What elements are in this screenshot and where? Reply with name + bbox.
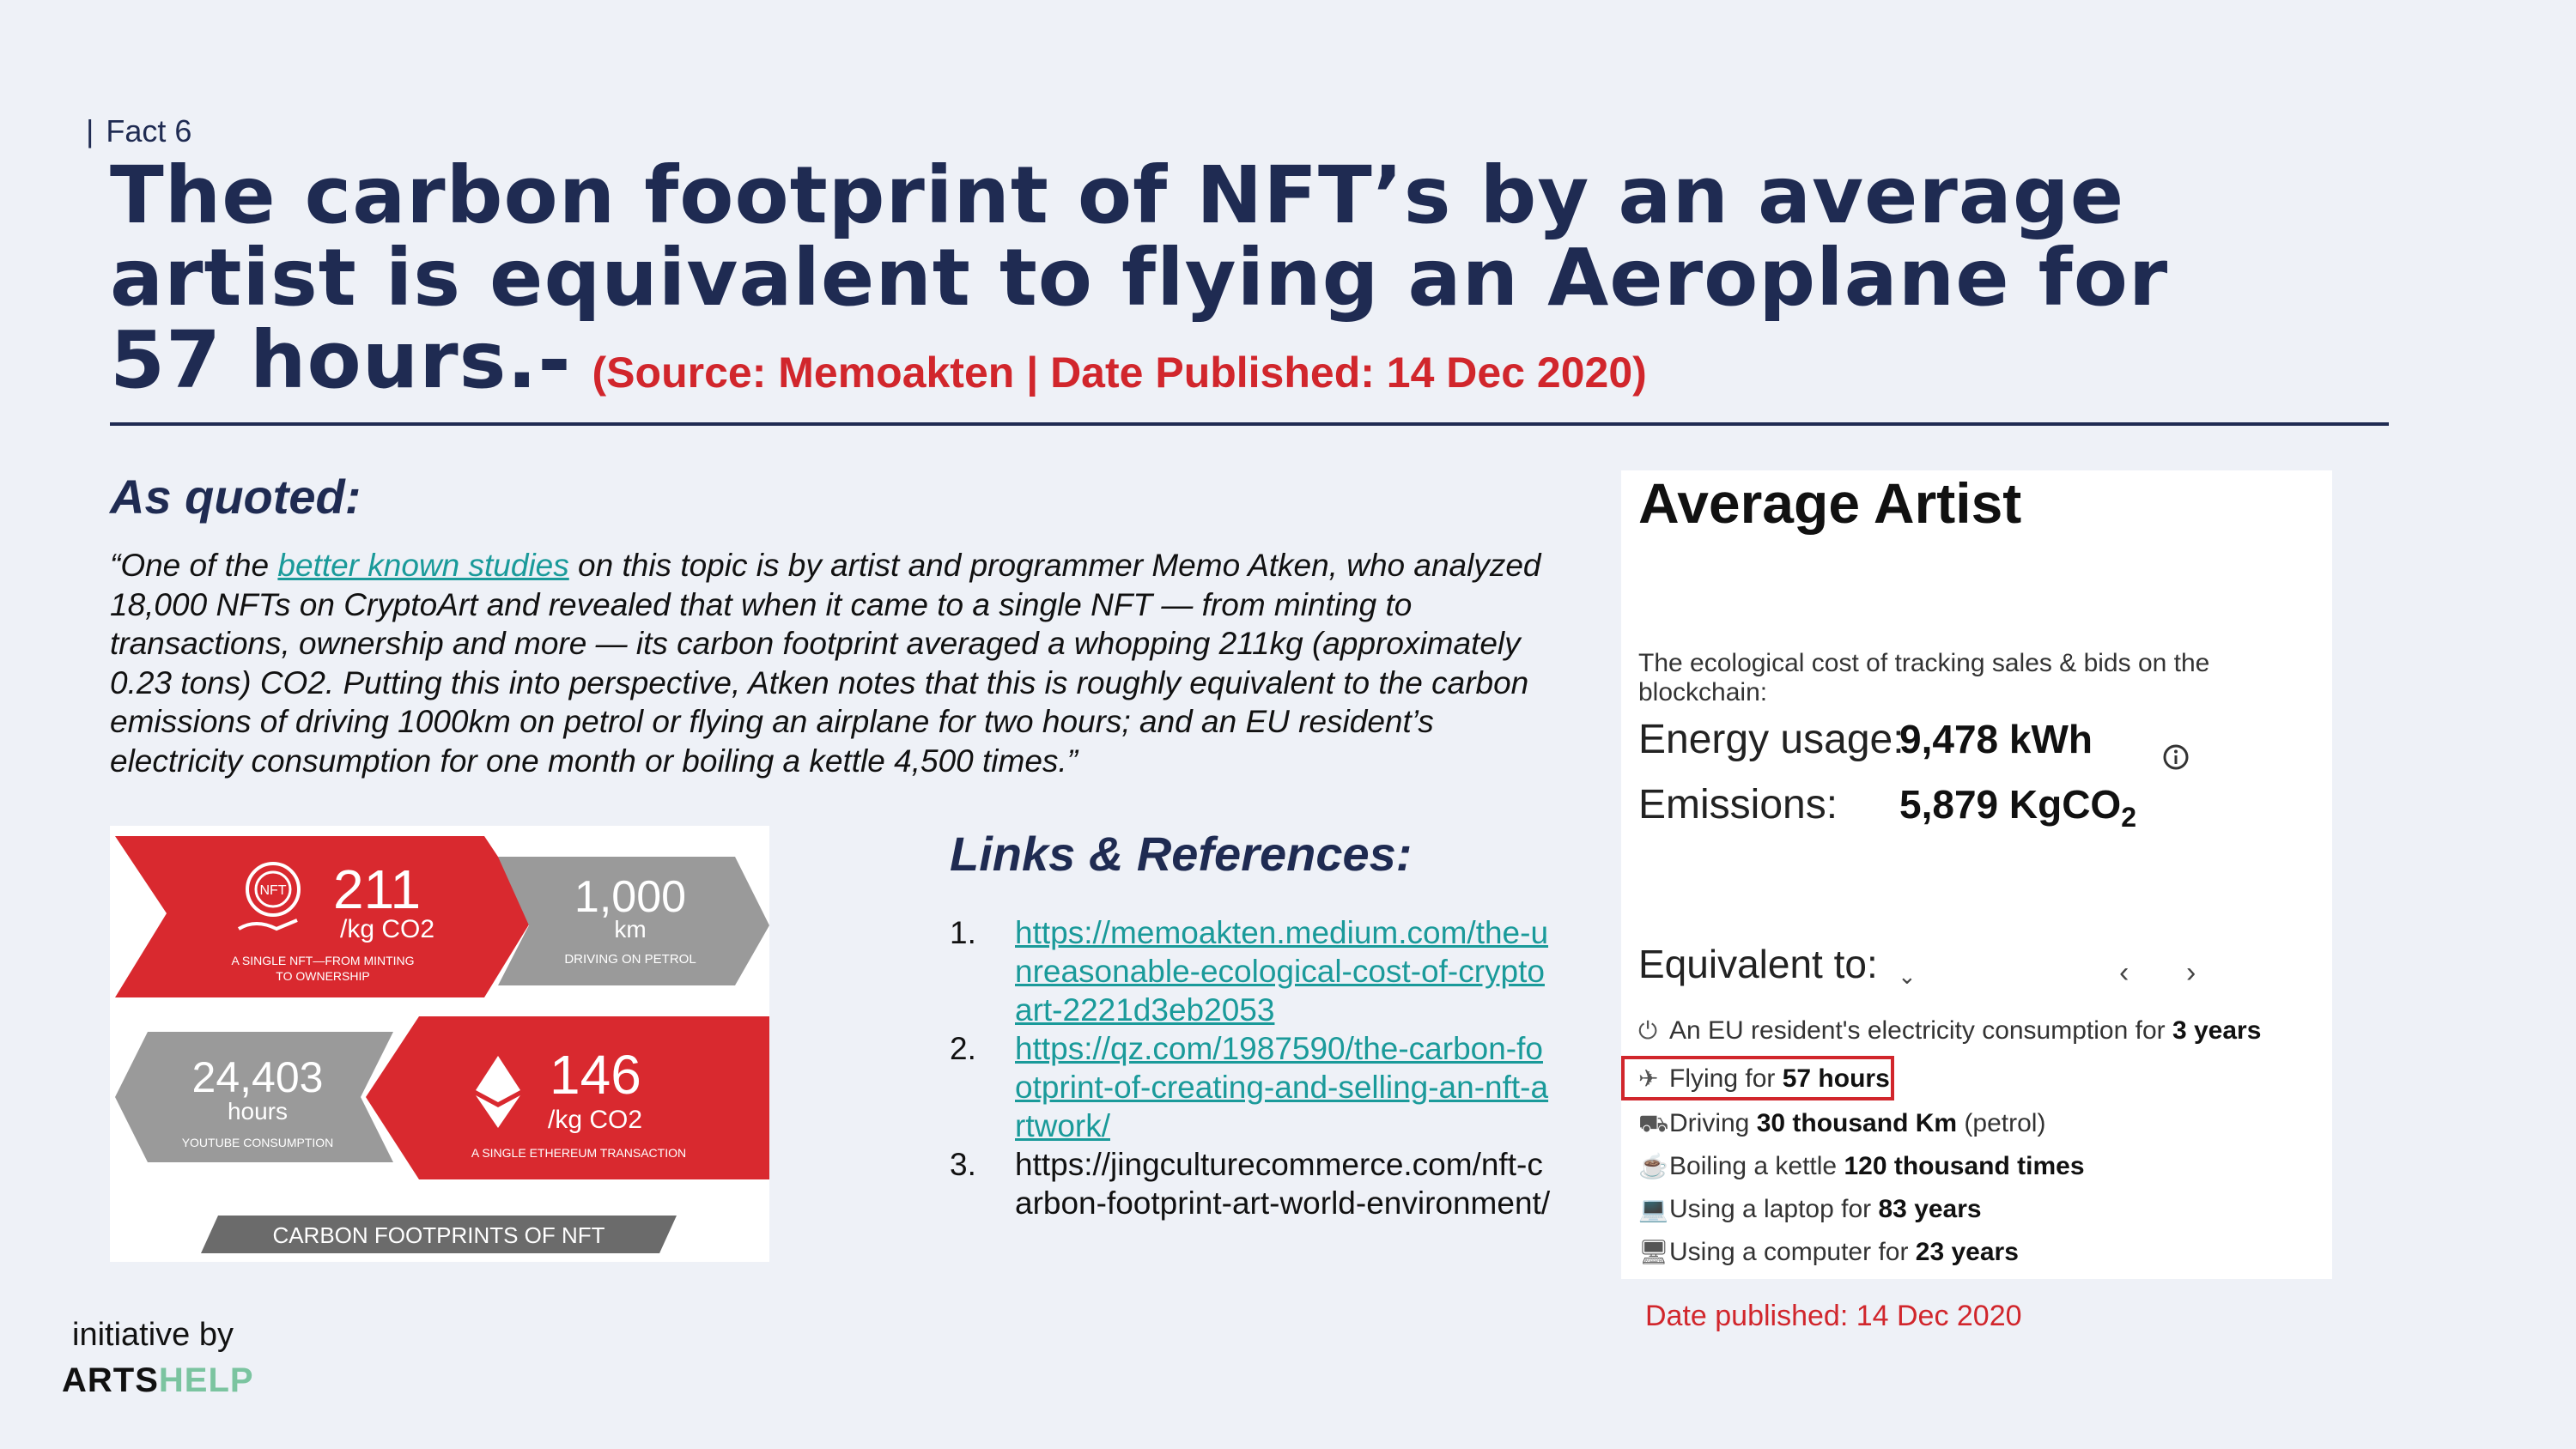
infographic-banner: CARBON FOOTPRINTS OF NFT: [272, 1222, 605, 1248]
plug-icon: ⏻: [1638, 1017, 1658, 1044]
reference-item: 1. https://memoakten.medium.com/the-unreasonable-ecological-cost-of-cryptoart-2221d3eb2053: [950, 915, 1549, 1028]
info-icon[interactable]: [2162, 743, 2190, 771]
page-title: The carbon footprint of NFT’s by an average artist is equivalent to flying an Aeroplane for 57 hours.- (Source: Memoakten | Date Published: 14 Dec 2020): [110, 149, 2169, 406]
nft-caption-1: A SINGLE NFT—FROM MINTING: [231, 954, 415, 967]
quote-text: “One of the better known studies on this topic is by artist and programmer Memo Atken, who analyzed 18,000 NFTs on CryptoArt and revealed that when it came to a single NFT — from minting to transactions, ownership and more — its carbon footprint averaged a whopping 211kg (approximately 0.23 tons) CO2. Putting this into perspective, Atken notes that this is roughly equivalent to the carbon emissions of driving 1000km on petrol or flying an airplane for two hours; and an EU resident’s electricity consumption for one month or boiling a kettle 4,500 times.”: [110, 548, 1541, 779]
emissions-label: Emissions:: [1638, 782, 1838, 828]
links-heading: Links & References:: [950, 827, 1413, 881]
source-citation: (Source: Memoakten | Date Published: 14 Dec 2020): [592, 349, 1647, 397]
nft-value: 211: [333, 858, 422, 920]
driving-unit: km: [614, 916, 647, 943]
nft-badge-text: NFT: [259, 883, 287, 898]
quoted-heading: As quoted:: [110, 470, 361, 524]
chevron-right-icon[interactable]: ›: [2186, 956, 2196, 989]
ethereum-unit: /kg CO2: [548, 1106, 643, 1134]
energy-label: Energy usage:: [1638, 717, 1905, 762]
equivalent-row-laptop: 💻Using a laptop for 83 years: [1638, 1195, 1982, 1223]
equivalent-row-kettle: ☕Boiling a kettle 120 thousand times: [1638, 1152, 2085, 1180]
youtube-unit: hours: [227, 1098, 289, 1125]
youtube-value: 24,403: [191, 1053, 324, 1101]
equivalent-row-flying: ✈ Flying for 57 hours: [1638, 1064, 1890, 1093]
nft-caption-2: TO OWNERSHIP: [276, 969, 370, 983]
equivalent-row-eu-resident: ⏻ An EU resident's electricity consumption for 3 years: [1638, 1016, 2262, 1045]
card-title: Average Artist: [1638, 471, 2022, 535]
initiative-label: initiative by: [72, 1317, 234, 1353]
ethereum-caption: A SINGLE ETHEREUM TRANSACTION: [471, 1146, 687, 1160]
computer-icon: 🖥: [1638, 1239, 1669, 1265]
nft-unit: /kg CO2: [340, 915, 435, 943]
equivalent-row-driving: ⛟Driving 30 thousand Km (petrol): [1638, 1109, 2045, 1141]
average-artist-card: [1621, 470, 2332, 1279]
infographic-graphic: [110, 826, 769, 1262]
better-known-studies-link[interactable]: better known studies: [277, 548, 569, 583]
date-published: Date published: 14 Dec 2020: [1645, 1300, 2022, 1332]
laptop-icon: 💻: [1638, 1196, 1668, 1222]
driving-value: 1,000: [574, 872, 687, 922]
reference-text-jingculture: https://jingculturecommerce.com/nft-carbon-footprint-art-world-environment/: [1015, 1147, 1551, 1221]
equivalent-label: Equivalent to:: [1638, 942, 1878, 986]
energy-value: 9,478 kWh: [1899, 717, 2093, 761]
references-list: [950, 913, 1551, 1222]
youtube-caption: YOUTUBE CONSUMPTION: [181, 1136, 334, 1149]
chevron-left-icon[interactable]: ‹: [2119, 956, 2129, 989]
car-icon: ⛟: [1638, 1110, 1669, 1137]
ethereum-value: 146: [550, 1044, 641, 1106]
card-subtitle: The ecological cost of tracking sales & bids on the blockchain:: [1638, 649, 2210, 706]
artshelp-logo: ARTSHELP: [62, 1361, 254, 1399]
airplane-icon: ✈: [1638, 1065, 1659, 1092]
fact-label: | Fact 6: [86, 113, 192, 149]
carbon-footprint-infographic: [110, 826, 769, 1262]
emissions-value: 5,879 KgCO$_2$: [1899, 782, 2137, 834]
reference-link-qz[interactable]: https://qz.com/1987590/the-carbon-footprint-of-creating-and-selling-an-nft-artwork/: [1015, 1031, 1549, 1143]
reference-link-memoakten[interactable]: https://memoakten.medium.com/the-unreasonable-ecological-cost-of-cryptoart-2221d3eb2053: [1015, 915, 1549, 1028]
reference-item: 2. https://qz.com/1987590/the-carbon-footprint-of-creating-and-selling-an-nft-artwork/: [950, 1031, 1549, 1143]
driving-caption: DRIVING ON PETROL: [564, 952, 696, 967]
chevron-down-icon[interactable]: ⌄: [1898, 963, 1917, 989]
title-divider: [110, 422, 2389, 426]
kettle-icon: ☕: [1638, 1153, 1668, 1179]
reference-item: 3. https://jingculturecommerce.com/nft-carbon-footprint-art-world-environment/: [950, 1147, 1551, 1221]
equivalent-row-computer: 🖥Using a computer for 23 years: [1638, 1238, 2019, 1266]
